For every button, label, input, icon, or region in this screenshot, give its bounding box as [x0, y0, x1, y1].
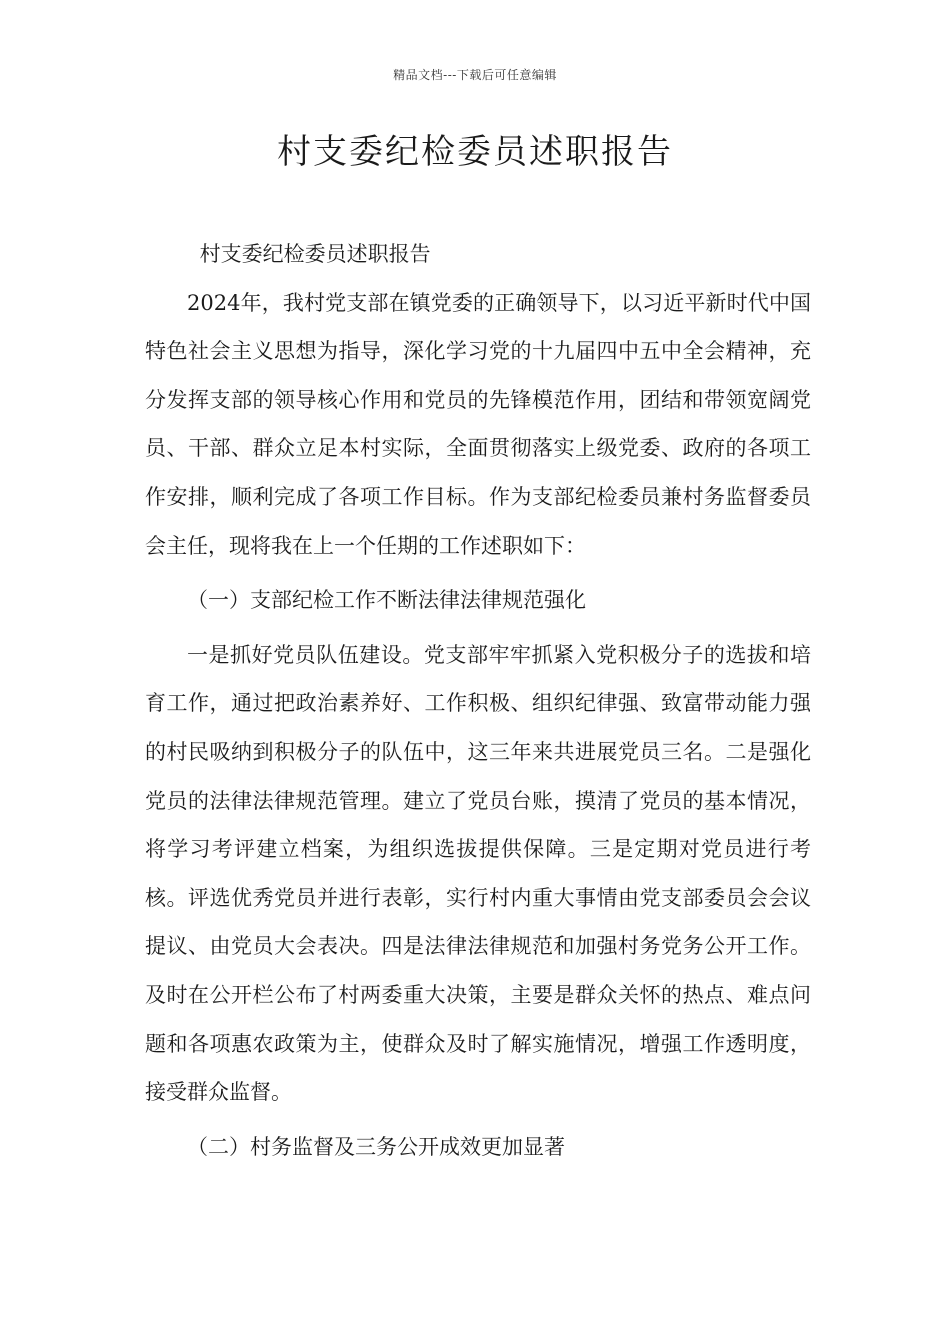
- document-body: [145, 230, 811, 1177]
- page-header-note: 精品文档---下载后可任意编辑: [393, 68, 557, 82]
- section-1-paragraph: 一是抓好党员队伍建设。党支部牢牢抓紧入党积极分子的选拔和培育工作，通过把政治素养好、工作积极、组织纪律强、致富带动能力强的村民吸纳到积极分子的队伍中，这三年来共进展党员三名。二是强化党员的法律法律规范管理。建立了党员台账，摸清了党员的基本情况，将学习考评建立档案，为组织选拔提供保障。三是定期对党员进行考核。评选优秀党员并进行表彰，实行村内重大事情由党支部委员会会议提议、由党员大会表决。四是法律法律规范和加强村务党务公开工作。及时在公开栏公布了村两委重大决策，主要是群众关怀的热点、难点问题和各项惠农政策为主，使群众及时了解实施情况，增强工作透明度，接受群众监督。: [145, 642, 811, 1105]
- document-subtitle: 村支委纪检委员述职报告: [199, 242, 431, 266]
- section-2-heading: （二）村务监督及三务公开成效更加显著: [187, 1134, 565, 1159]
- document-title: 村支委纪检委员述职报告: [277, 132, 673, 172]
- intro-paragraph: 2024年，我村党支部在镇党委的正确领导下，以习近平新时代中国特色社会主义思想为指导，深化学习党的十九届四中五中全会精神，充分发挥支部的领导核心作用和党员的先锋模范作用，团结和带领宽阔党员、干部、群众立足本村实际，全面贯彻落实上级党委、政府的各项工作安排，顺利完成了各项工作目标。作为支部纪检委员兼村务监督委员会主任，现将我在上一个任期的工作述职如下：: [145, 290, 811, 558]
- section-1-heading: （一）支部纪检工作不断法律法律规范强化: [187, 588, 586, 613]
